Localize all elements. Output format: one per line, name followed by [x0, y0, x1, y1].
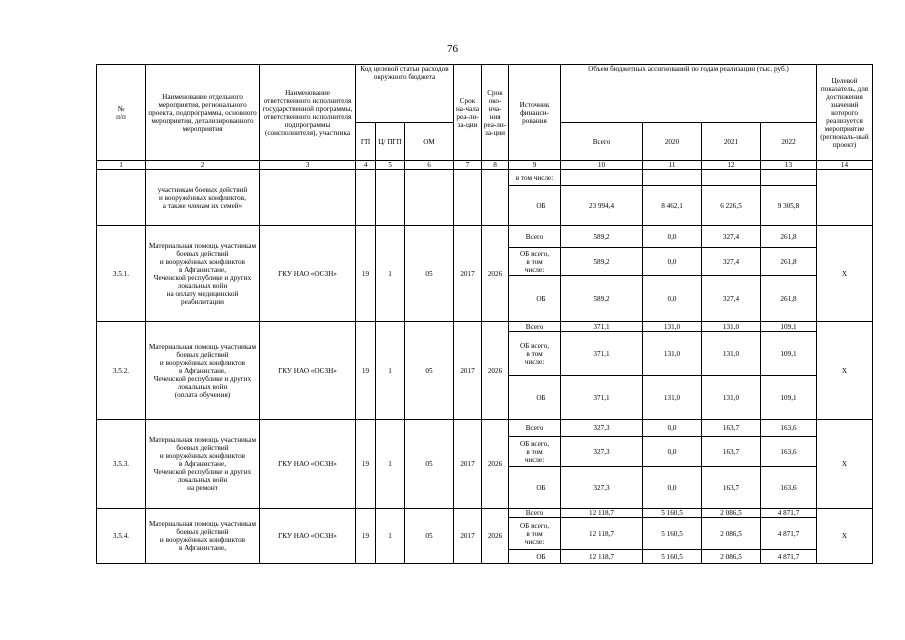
row-total: 371,1	[561, 376, 643, 420]
row-2020: 5 160,5	[643, 518, 702, 550]
cont-blank	[761, 170, 817, 186]
row-2020: 5 160,5	[643, 550, 702, 564]
row-indicator: Х	[817, 509, 873, 564]
cont-num	[97, 170, 146, 226]
header-volume-group: Объем бюджетных ассигнований по годам реализации (тыс. руб.)	[561, 65, 817, 123]
header-name: Наименование отдельного мероприятия, регионального проекта, подпрограммы, основного мероприятия, детализированного мероприятия	[146, 65, 260, 161]
row-indicator: Х	[817, 322, 873, 420]
row-total: 589,2	[561, 248, 643, 276]
header-cpgp: Ц/ ПГП	[376, 123, 405, 161]
row-source: ОБ	[509, 467, 561, 509]
cont-source: ОБ	[509, 186, 561, 226]
row-gp: 19	[356, 509, 376, 564]
row-executor: ГКУ НАО «ОСЗН»	[260, 322, 356, 420]
col-number: 2	[146, 161, 260, 170]
row-name: Материальная помощь участникам боевых действий и вооружённых конфликтов в Афганистане, Чеченской республике и других локальных войн на ремонт	[146, 420, 260, 509]
col-number: 4	[356, 161, 376, 170]
col-number: 1	[97, 161, 146, 170]
row-source: ОБ	[509, 276, 561, 322]
row-2022: 109,1	[761, 332, 817, 376]
row-total: 589,2	[561, 276, 643, 322]
cont-start	[454, 170, 482, 226]
table-row	[97, 170, 873, 186]
row-executor: ГКУ НАО «ОСЗН»	[260, 226, 356, 322]
col-number: 5	[376, 161, 405, 170]
row-2021: 327,4	[702, 276, 761, 322]
row-total: 327,3	[561, 467, 643, 509]
col-number: 6	[405, 161, 454, 170]
cont-blank	[643, 170, 702, 186]
row-2022: 4 871,7	[761, 509, 817, 518]
header-code-group: Код целевой статьи расходов окружного бюджета	[356, 65, 454, 123]
row-2020: 0,0	[643, 276, 702, 322]
row-start: 2017	[454, 509, 482, 564]
row-indicator: Х	[817, 420, 873, 509]
row-start: 2017	[454, 322, 482, 420]
row-om: 05	[405, 420, 454, 509]
row-cpgp: 1	[376, 322, 405, 420]
row-om: 05	[405, 509, 454, 564]
row-2021: 131,0	[702, 376, 761, 420]
row-2020: 0,0	[643, 226, 702, 248]
cont-blank	[702, 170, 761, 186]
row-cpgp: 1	[376, 420, 405, 509]
cont-cpgp	[376, 170, 405, 226]
header-start: Срок на-чала реа-ли-за-ции	[454, 65, 482, 161]
row-end: 2026	[482, 420, 509, 509]
row-end: 2026	[482, 226, 509, 322]
cont-source-intro: в том числе:	[509, 170, 561, 186]
row-2022: 4 871,7	[761, 550, 817, 564]
table-row	[97, 420, 873, 437]
row-2022: 261,8	[761, 248, 817, 276]
row-start: 2017	[454, 420, 482, 509]
col-number: 11	[643, 161, 702, 170]
table-row	[97, 509, 873, 518]
row-num: 3.5.3.	[97, 420, 146, 509]
row-2020: 131,0	[643, 332, 702, 376]
cont-2022: 9 305,8	[761, 186, 817, 226]
row-total: 327,3	[561, 437, 643, 467]
cont-gp	[356, 170, 376, 226]
row-source: ОБ	[509, 550, 561, 564]
row-2022: 163,6	[761, 467, 817, 509]
row-name: Материальная помощь участникам боевых действий и вооружённых конфликтов в Афганистане,	[146, 509, 260, 564]
row-gp: 19	[356, 226, 376, 322]
row-indicator: Х	[817, 226, 873, 322]
cont-blank	[561, 170, 643, 186]
row-total: 371,1	[561, 332, 643, 376]
cont-2021: 6 226,5	[702, 186, 761, 226]
col-number: 14	[817, 161, 873, 170]
row-total: 12 118,7	[561, 550, 643, 564]
header-indicator: Целевой показатель, для достижения значений которого реализуется мероприятие (региональ-ный проект)	[817, 65, 873, 161]
row-2021: 2 086,5	[702, 518, 761, 550]
row-source: ОБ	[509, 376, 561, 420]
header-executor: Наименование ответственного исполнителя государственной программы, ответственного исполнителя подпрограммы (соисполнителя), участника	[260, 65, 356, 161]
row-num: 3.5.4.	[97, 509, 146, 564]
col-number: 12	[702, 161, 761, 170]
row-gp: 19	[356, 322, 376, 420]
row-source: Всего	[509, 322, 561, 332]
row-2022: 261,8	[761, 226, 817, 248]
row-2022: 261,8	[761, 276, 817, 322]
col-number: 9	[509, 161, 561, 170]
budget-table	[96, 64, 873, 564]
row-source: ОБ всего, в том числе:	[509, 437, 561, 467]
cont-end	[482, 170, 509, 226]
row-om: 05	[405, 226, 454, 322]
header-2021: 2021	[702, 123, 761, 161]
col-number: 3	[260, 161, 356, 170]
row-source: Всего	[509, 509, 561, 518]
header-2020: 2020	[643, 123, 702, 161]
row-name: Материальная помощь участникам боевых действий и вооружённых конфликтов в Афганистане, Чеченской республике и других локальных войн на оплату медицинской реабилитации	[146, 226, 260, 322]
row-2021: 163,7	[702, 467, 761, 509]
page-number: 76	[447, 43, 458, 55]
cont-total: 23 994,4	[561, 186, 643, 226]
row-2020: 0,0	[643, 437, 702, 467]
row-executor: ГКУ НАО «ОСЗН»	[260, 509, 356, 564]
row-2020: 131,0	[643, 322, 702, 332]
row-total: 12 118,7	[561, 518, 643, 550]
row-cpgp: 1	[376, 509, 405, 564]
row-name: Материальная помощь участникам боевых действий и вооружённых конфликтов в Афганистане, Чеченской республике и других локальных войн (оплата обучения)	[146, 322, 260, 420]
row-2021: 131,0	[702, 322, 761, 332]
row-cpgp: 1	[376, 226, 405, 322]
table-header	[97, 65, 873, 170]
row-2022: 4 871,7	[761, 518, 817, 550]
col-number: 8	[482, 161, 509, 170]
row-2021: 163,7	[702, 420, 761, 437]
header-num: № п/п	[97, 65, 146, 161]
row-2020: 131,0	[643, 376, 702, 420]
header-source: Источник финанси-рования	[509, 65, 561, 161]
row-source: ОБ всего, в том числе:	[509, 332, 561, 376]
header-gp: ГП	[356, 123, 376, 161]
row-source: ОБ всего, в том числе:	[509, 248, 561, 276]
row-num: 3.5.2.	[97, 322, 146, 420]
row-executor: ГКУ НАО «ОСЗН»	[260, 420, 356, 509]
row-2020: 0,0	[643, 248, 702, 276]
row-source: ОБ всего, в том числе:	[509, 518, 561, 550]
column-numbers-row	[97, 161, 873, 170]
header-end: Срок око-нча-ния реа-ли-за-ции	[482, 65, 509, 161]
row-total: 327,3	[561, 420, 643, 437]
row-total: 12 118,7	[561, 509, 643, 518]
col-number: 7	[454, 161, 482, 170]
row-om: 05	[405, 322, 454, 420]
row-2020: 0,0	[643, 420, 702, 437]
cont-executor	[260, 170, 356, 226]
cont-2020: 8 462,1	[643, 186, 702, 226]
row-2021: 131,0	[702, 332, 761, 376]
row-end: 2026	[482, 509, 509, 564]
row-total: 371,1	[561, 322, 643, 332]
row-2022: 163,6	[761, 437, 817, 467]
row-2021: 327,4	[702, 226, 761, 248]
row-2021: 2 086,5	[702, 509, 761, 518]
row-2022: 109,1	[761, 322, 817, 332]
row-2021: 327,4	[702, 248, 761, 276]
table-row	[97, 322, 873, 332]
col-number: 10	[561, 161, 643, 170]
row-total: 589,2	[561, 226, 643, 248]
header-total: Всего	[561, 123, 643, 161]
row-2022: 109,1	[761, 376, 817, 420]
row-2020: 5 160,5	[643, 509, 702, 518]
cont-om	[405, 170, 454, 226]
row-2020: 0,0	[643, 467, 702, 509]
header-2022: 2022	[761, 123, 817, 161]
cont-indicator	[817, 170, 873, 226]
row-start: 2017	[454, 226, 482, 322]
row-2021: 163,7	[702, 437, 761, 467]
row-gp: 19	[356, 420, 376, 509]
cont-name: участникам боевых действий и вооружённых конфликтов, а также членам их семей»	[146, 170, 260, 226]
table-row	[97, 226, 873, 248]
col-number: 13	[761, 161, 817, 170]
row-source: Всего	[509, 420, 561, 437]
table-body	[97, 170, 873, 564]
row-2021: 2 086,5	[702, 550, 761, 564]
row-source: Всего	[509, 226, 561, 248]
row-2022: 163,6	[761, 420, 817, 437]
row-num: 3.5.1.	[97, 226, 146, 322]
row-end: 2026	[482, 322, 509, 420]
header-om: ОМ	[405, 123, 454, 161]
